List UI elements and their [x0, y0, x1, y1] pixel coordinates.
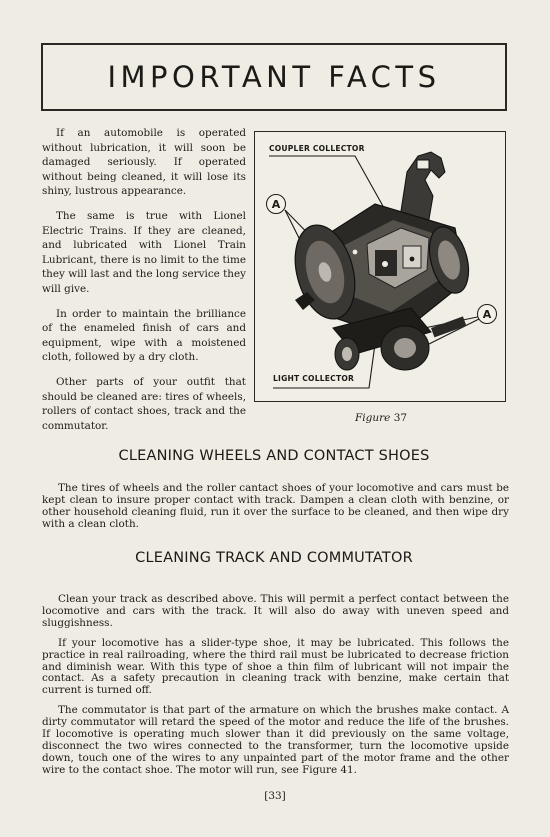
- page-number: [33]: [264, 790, 286, 802]
- figure-caption-number: 37: [393, 412, 408, 424]
- coupler-collector-label: COUPLER COLLECTOR: [269, 144, 365, 153]
- figure-caption: [355, 412, 407, 424]
- light-collector-label: LIGHT COLLECTOR: [273, 374, 355, 383]
- section-heading-wheels: CLEANING WHEELS AND CONTACT SHOES: [118, 448, 430, 464]
- truck-illustration: [255, 132, 507, 403]
- figure-37: [254, 131, 506, 402]
- intro-text: [42, 126, 246, 443]
- body-paragraph: If your locomotive has a slider-type shoe, it may be lubricated. This follows the practice in real railroading, where the third rail must be lubricated to decrease friction and diminish wear. With this type of shoe a thin film of lubricant will not impair the contact. As a safety precaution in cleaning track with benzine, make certain that current is turned off.: [42, 636, 509, 697]
- intro-paragraph: Other parts of your outfit that should be cleaned are: tires of wheels, rollers of contact shoes, track and the commutator.: [42, 375, 246, 432]
- body-paragraph: The commutator is that part of the armature on which the brushes make contact. A dirty commutator will retard the speed of the motor and reduce the life of the brushes. If locomotive is operating much slower than it did previously on the same voltage, disconnect the two wires connected to the transformer, turn the locomotive upside down, touch one of the wires to any unpainted part of the motor frame and the other wire to the contact shoe. The motor will run, see Figure 41.: [42, 704, 509, 776]
- callout-a-right: A: [477, 304, 497, 324]
- body-paragraph: Clean your track as described above. This will permit a perfect contact between the locomotive and cars with the track. It will also do away with uneven speed and sluggishness.: [42, 593, 509, 629]
- figure-caption-word: Figure: [355, 412, 391, 424]
- intro-paragraph: If an automobile is operated without lubrication, it will soon be damaged seriously. If operated without being cleaned, it will lose its shiny, lustrous appearance.: [42, 127, 246, 198]
- intro-paragraph: In order to maintain the brilliance of the enameled finish of cars and equipment, wipe with a moistened cloth, followed by a dry cloth.: [42, 307, 246, 364]
- body-paragraph: The tires of wheels and the roller cantact shoes of your locomotive and cars must be kept clean to insure proper contact with track. Dampen a clean cloth with benzine, or other household cleaning fluid, run it over the surface to be cleaned, and then wipe dry with a clean cloth.: [42, 482, 509, 530]
- section-body-wheels: [42, 483, 509, 539]
- callout-a-left: A: [266, 194, 286, 214]
- section-heading-track: CLEANING TRACK AND COMMUTATOR: [135, 550, 413, 566]
- section-body-track: [42, 594, 509, 785]
- title-box: [41, 43, 507, 111]
- page-title: IMPORTANT FACTS: [107, 60, 441, 94]
- intro-paragraph: The same is true with Lionel Electric Trains. If they are cleaned, and lubricated with Lionel Train Lubricant, there is no limit to the time they will last and the long service they will give.: [42, 209, 246, 295]
